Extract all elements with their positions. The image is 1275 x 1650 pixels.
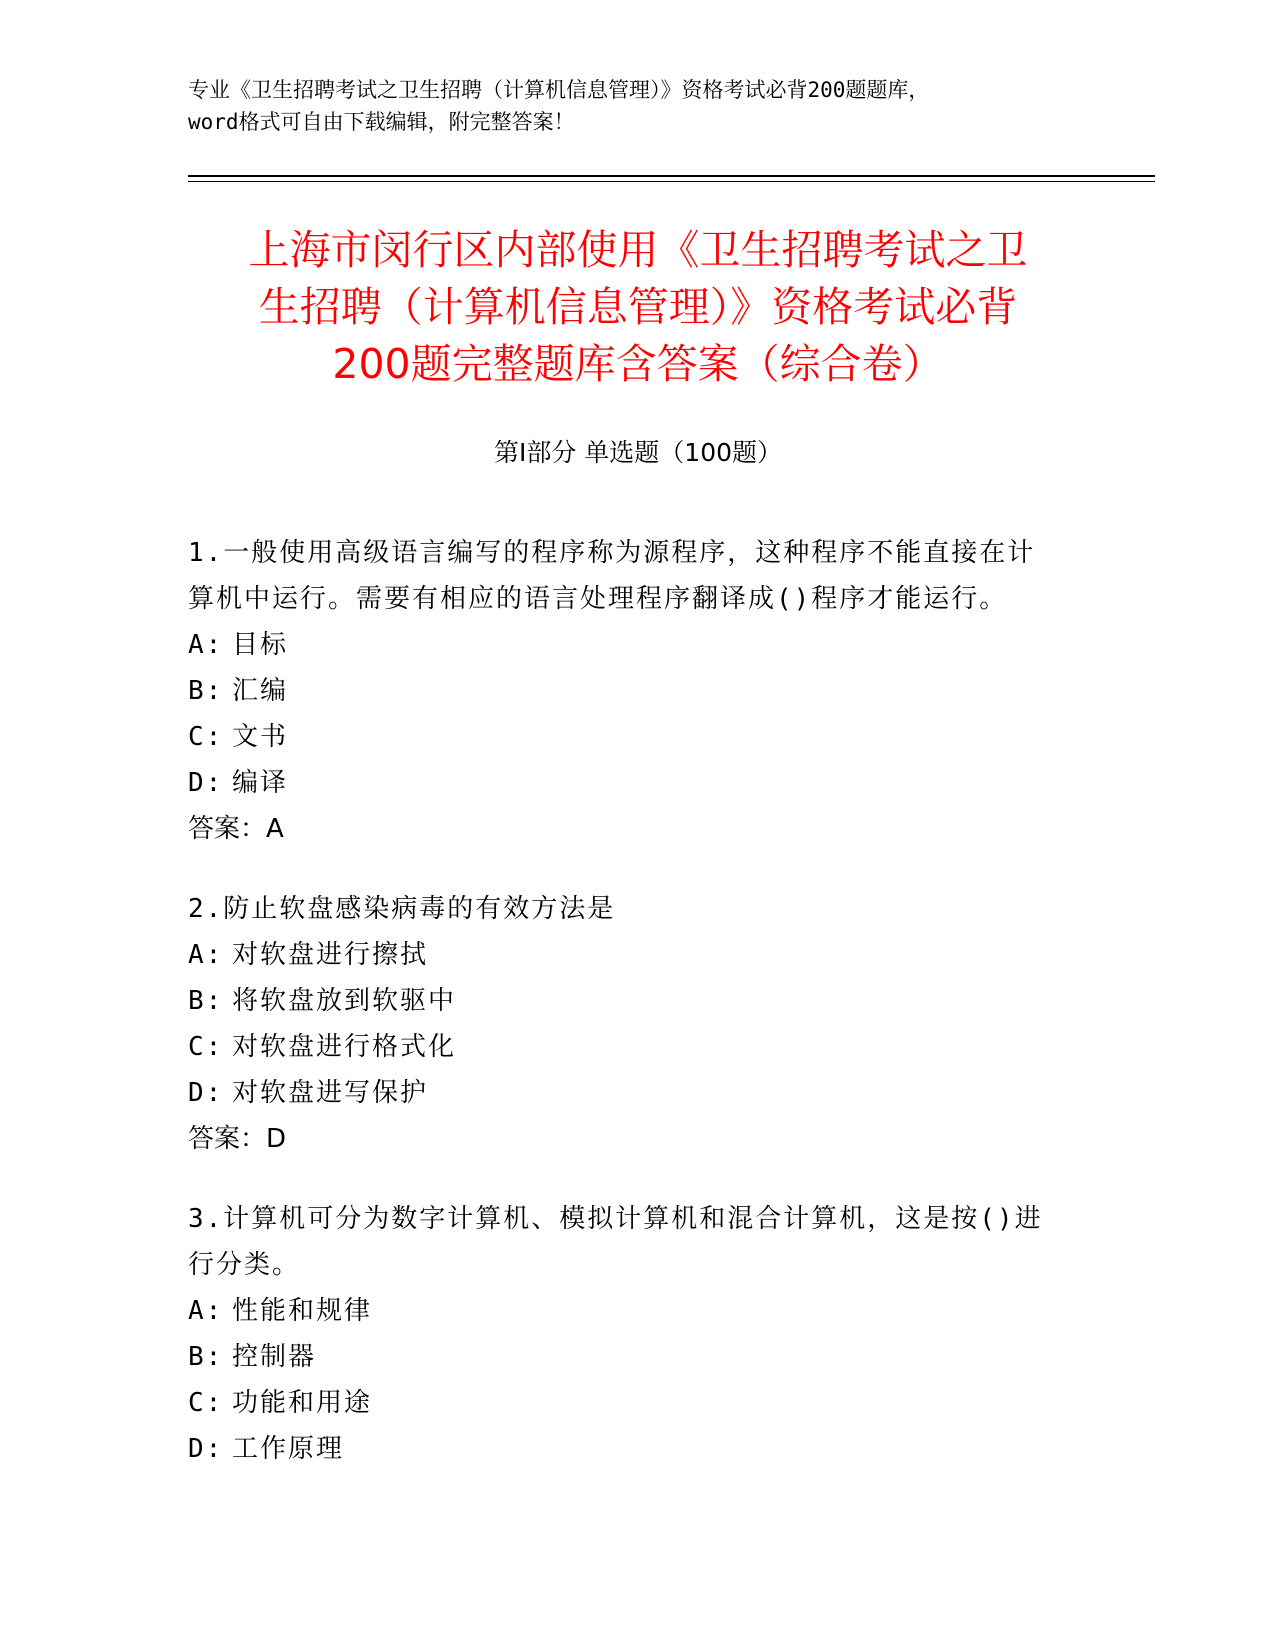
answer-line: 答案：D xyxy=(188,1124,287,1154)
option-text: 编译 xyxy=(232,768,289,798)
option-a xyxy=(188,1288,1088,1334)
header-note-line: word格式可自由下载编辑，附完整答案！ xyxy=(188,110,575,134)
question-text: 2.防止软盘感染病毒的有效方法是 xyxy=(188,894,616,924)
option-key: D: xyxy=(188,1434,224,1464)
option-text: 控制器 xyxy=(232,1342,317,1372)
option-key: A: xyxy=(188,630,224,660)
option-text: 将软盘放到软驱中 xyxy=(232,986,457,1016)
question-text: 1.一般使用高级语言编写的程序称为源程序，这种程序不能直接在计 xyxy=(188,538,1036,568)
header-divider-thin xyxy=(188,181,1155,182)
option-key: B: xyxy=(188,676,224,706)
option-key: A: xyxy=(188,940,224,970)
option-key: D: xyxy=(188,768,224,798)
title-line: 200题完整题库含答案（综合卷） xyxy=(332,340,944,388)
option-key: C: xyxy=(188,1032,224,1062)
option-key: C: xyxy=(188,1388,224,1418)
option-b xyxy=(188,1334,1088,1380)
question-list xyxy=(188,530,1088,1506)
header-divider-thick xyxy=(188,175,1155,177)
option-text: 性能和规律 xyxy=(232,1296,373,1326)
option-text: 对软盘进写保护 xyxy=(232,1078,429,1108)
option-c xyxy=(188,1380,1088,1426)
option-key: C: xyxy=(188,722,224,752)
option-c xyxy=(188,714,1088,760)
option-key: D: xyxy=(188,1078,224,1108)
option-b xyxy=(188,978,1088,1024)
option-d xyxy=(188,760,1088,806)
question-item xyxy=(188,530,1088,852)
option-text: 汇编 xyxy=(232,676,289,706)
document-title xyxy=(188,222,1088,393)
option-key: B: xyxy=(188,1342,224,1372)
title-line: 生招聘（计算机信息管理）》资格考试必背 xyxy=(258,283,1018,331)
option-text: 对软盘进行擦拭 xyxy=(232,940,429,970)
option-text: 目标 xyxy=(232,630,289,660)
option-a xyxy=(188,932,1088,978)
question-item xyxy=(188,886,1088,1162)
question-text: 3.计算机可分为数字计算机、模拟计算机和混合计算机，这是按()进 xyxy=(188,1204,1043,1234)
option-d xyxy=(188,1070,1088,1116)
option-text: 功能和用途 xyxy=(232,1388,373,1418)
question-text: 算机中运行。需要有相应的语言处理程序翻译成()程序才能运行。 xyxy=(188,584,1008,614)
option-key: B: xyxy=(188,986,224,1016)
option-a xyxy=(188,622,1088,668)
option-key: A: xyxy=(188,1296,224,1326)
question-item xyxy=(188,1196,1088,1472)
answer-line: 答案：A xyxy=(188,814,284,844)
option-d xyxy=(188,1426,1088,1472)
option-text: 工作原理 xyxy=(232,1434,345,1464)
option-c xyxy=(188,1024,1088,1070)
option-text: 对软盘进行格式化 xyxy=(232,1032,457,1062)
option-text: 文书 xyxy=(232,722,289,752)
header-note-line: 专业《卫生招聘考试之卫生招聘（计算机信息管理）》资格考试必背200题题库， xyxy=(188,78,930,102)
option-b xyxy=(188,668,1088,714)
title-line: 上海市闵行区内部使用《卫生招聘考试之卫 xyxy=(248,226,1028,274)
question-text: 行分类。 xyxy=(188,1250,301,1280)
header-note xyxy=(188,74,1088,138)
section-heading: 第Ⅰ部分 单选题（100题） xyxy=(493,438,783,467)
